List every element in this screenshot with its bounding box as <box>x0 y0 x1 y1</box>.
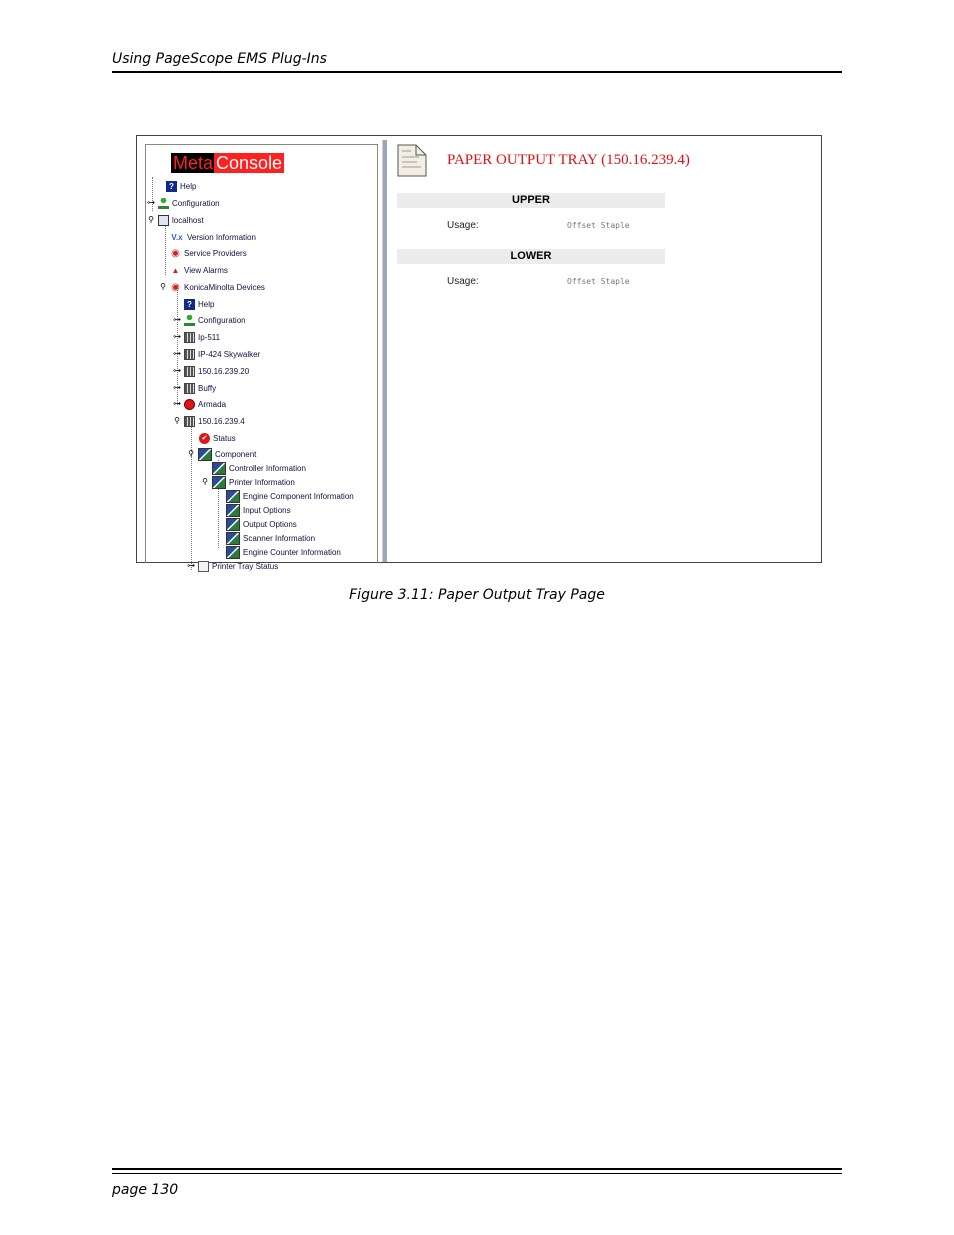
printer-icon <box>184 349 195 360</box>
component-icon <box>226 532 240 545</box>
tree-item-scanner-information[interactable]: Scanner Information <box>226 531 315 545</box>
component-icon <box>226 546 240 559</box>
usage-value-upper: Offset Staple <box>567 221 630 230</box>
usage-label-upper: Usage: <box>447 220 479 231</box>
page-title: PAPER OUTPUT TRAY (150.16.239.4) <box>447 152 690 168</box>
component-icon <box>212 476 226 489</box>
tree-item-armada[interactable]: ⊶ Armada <box>173 399 227 409</box>
tree-item-150-16-239-20[interactable]: ⊶ 150.16.239.20 <box>173 366 250 376</box>
component-icon <box>226 490 240 503</box>
expand-toggle-icon[interactable]: ⊶ <box>173 332 181 341</box>
tree-item-printer-tray-status[interactable]: ⊶ Printer Tray Status <box>187 561 279 571</box>
section-header-upper: UPPER <box>397 193 665 208</box>
status-icon: ✔ <box>199 433 210 444</box>
tree-item-component[interactable]: ⚲ Component <box>186 447 256 461</box>
tree-item-printer-information[interactable]: ⚲ Printer Information <box>200 475 295 489</box>
tree-item-engine-component-information[interactable]: Engine Component Information <box>226 489 354 503</box>
collapse-toggle-icon[interactable]: ⚲ <box>188 449 194 458</box>
help-icon: ? <box>166 181 177 192</box>
printer-error-icon <box>184 399 195 410</box>
printer-icon <box>184 366 195 377</box>
expand-toggle-icon[interactable]: ⊶ <box>173 399 181 408</box>
tree-item-view-alarms[interactable]: ▲ View Alarms <box>171 265 228 275</box>
component-icon <box>226 518 240 531</box>
tree-item-ip-511[interactable]: ⊶ Ip-511 <box>173 332 221 342</box>
section-header-lower: LOWER <box>397 249 665 264</box>
tree-item-help-devices[interactable]: ? Help <box>184 297 214 311</box>
usage-value-lower: Offset Staple <box>567 277 630 286</box>
computer-icon <box>158 215 169 226</box>
printer-icon <box>184 383 195 394</box>
collapse-toggle-icon[interactable]: ⚲ <box>148 215 154 224</box>
collapse-toggle-icon[interactable]: ⚲ <box>202 477 208 486</box>
help-icon: ? <box>184 299 195 310</box>
component-icon <box>226 504 240 517</box>
paper-output-tray-icon <box>397 144 427 177</box>
tree-item-status[interactable]: ✔ Status <box>199 431 236 445</box>
expand-toggle-icon[interactable]: ⊶ <box>187 561 195 570</box>
printer-icon <box>184 416 195 427</box>
expand-toggle-icon[interactable]: ⊶ <box>147 198 155 207</box>
alarm-icon: ▲ <box>171 265 180 275</box>
tree-connector <box>218 483 219 548</box>
tree-item-localhost[interactable]: ⚲ localhost <box>146 213 204 227</box>
running-header: Using PageScope EMS Plug-Ins <box>112 51 327 67</box>
page-number: page 130 <box>112 1182 179 1198</box>
tree-item-controller-information[interactable]: Controller Information <box>212 461 306 475</box>
tree-item-version-information[interactable]: V.x Version Information <box>171 232 256 242</box>
configuration-icon <box>158 198 169 209</box>
tree-connector <box>191 420 192 570</box>
tree-item-configuration-devices[interactable]: ⊶ Configuration <box>173 315 246 325</box>
pane-splitter[interactable] <box>382 140 387 562</box>
tree-item-150-16-239-4[interactable]: ⚲ 150.16.239.4 <box>172 414 245 428</box>
expand-toggle-icon[interactable]: ⊶ <box>173 366 181 375</box>
tree-item-output-options[interactable]: Output Options <box>226 517 297 531</box>
collapse-toggle-icon[interactable]: ⚲ <box>174 416 180 425</box>
eye-icon: ◉ <box>171 247 180 259</box>
figure-caption: Figure 3.11: Paper Output Tray Page <box>349 587 605 603</box>
component-icon <box>198 448 212 461</box>
document-icon <box>198 561 209 572</box>
header-rule <box>112 71 842 73</box>
footer-rule <box>112 1168 842 1170</box>
footer-rule-thin <box>112 1173 842 1174</box>
printer-icon <box>184 332 195 343</box>
tree-item-input-options[interactable]: Input Options <box>226 503 291 517</box>
logo-console: Console <box>216 153 283 173</box>
eye-icon: ◉ <box>171 281 180 293</box>
logo-meta: Meta <box>173 153 214 173</box>
metaconsole-screenshot <box>136 135 822 571</box>
expand-toggle-icon[interactable]: ⊶ <box>173 315 181 324</box>
tree-item-konicaminolta-devices[interactable]: ⚲ ◉ KonicaMinolta Devices <box>158 280 265 294</box>
tree-item-configuration[interactable]: ⊶ Configuration <box>147 198 220 208</box>
tree-item-buffy[interactable]: ⊶ Buffy <box>173 383 217 393</box>
tree-item-ip-424-skywalker[interactable]: ⊶ IP-424 Skywalker <box>173 349 261 359</box>
expand-toggle-icon[interactable]: ⊶ <box>173 349 181 358</box>
metaconsole-logo <box>171 153 284 174</box>
tree-item-help[interactable]: ? Help <box>154 179 196 193</box>
version-icon: V.x <box>171 232 183 242</box>
content-pane <box>389 136 821 562</box>
tree-item-engine-counter-information[interactable]: Engine Counter Information <box>226 545 341 559</box>
component-icon <box>212 462 226 475</box>
configuration-icon <box>184 315 195 326</box>
navigation-tree <box>145 144 378 571</box>
usage-label-lower: Usage: <box>447 276 479 287</box>
collapse-toggle-icon[interactable]: ⚲ <box>160 282 166 291</box>
tree-item-service-providers[interactable]: ◉ Service Providers <box>171 247 247 259</box>
expand-toggle-icon[interactable]: ⊶ <box>173 383 181 392</box>
